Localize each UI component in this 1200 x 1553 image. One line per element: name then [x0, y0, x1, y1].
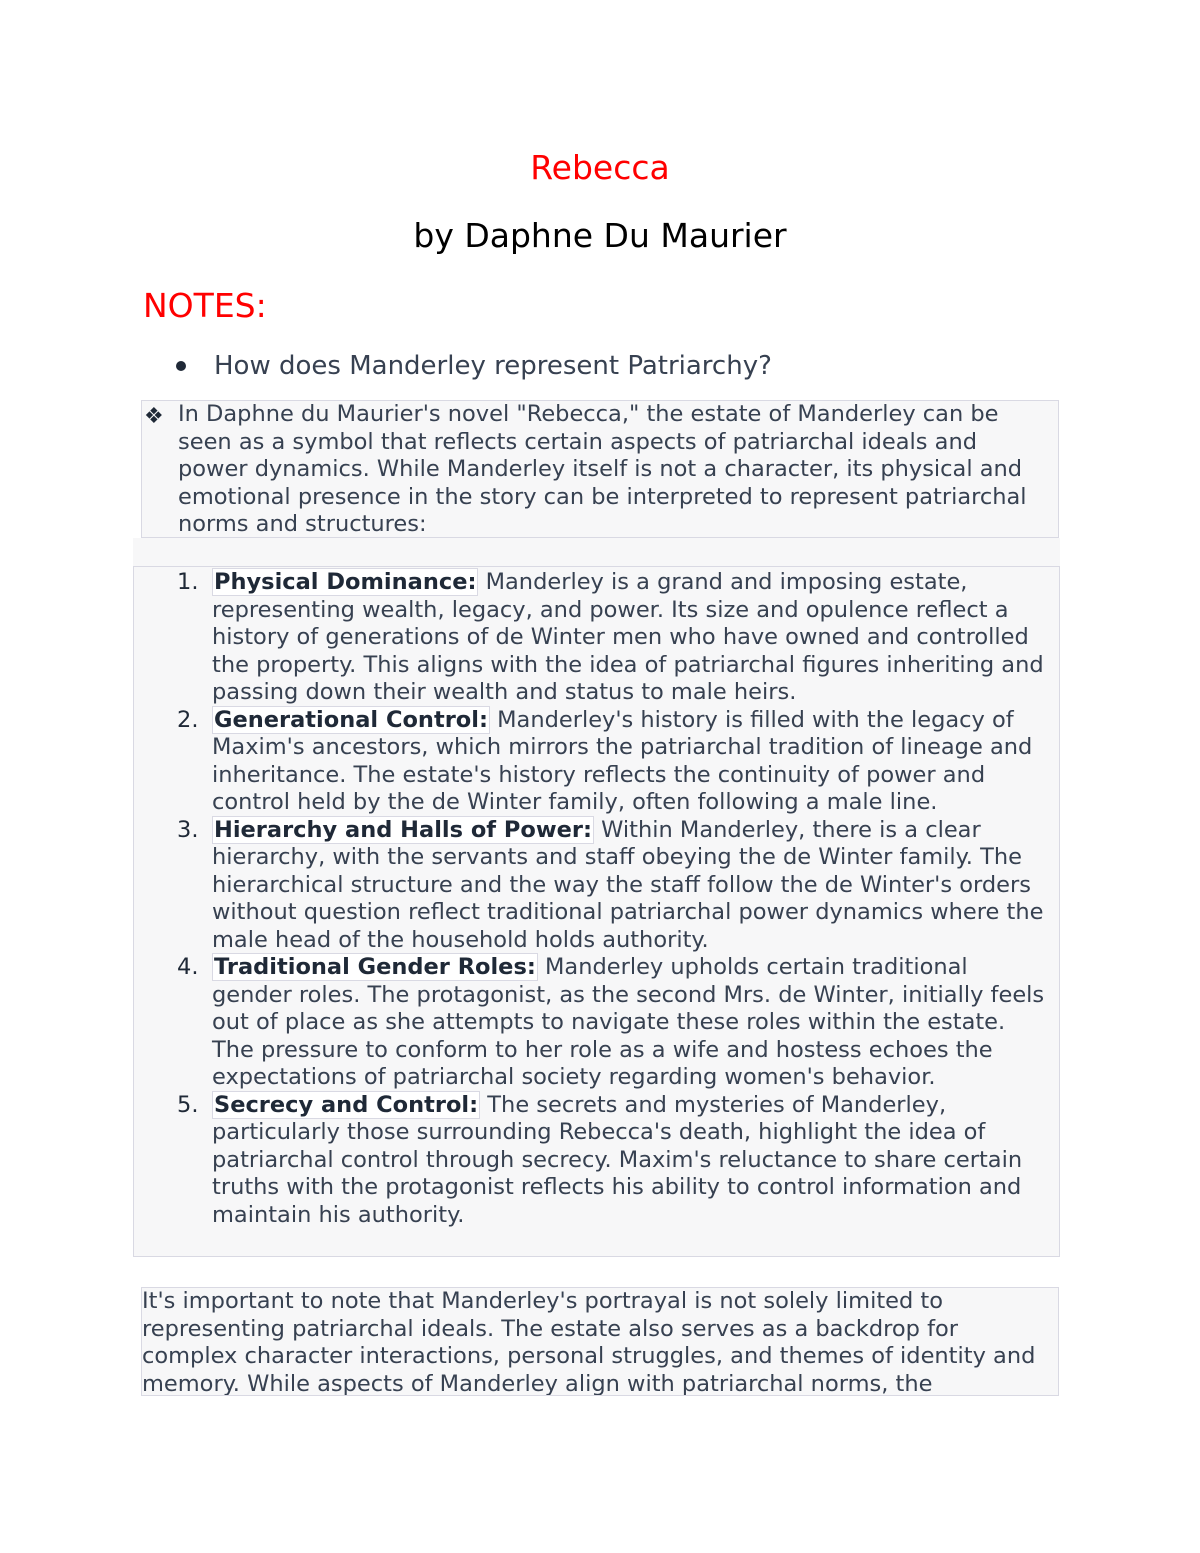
list-item-text: Manderley's history is filled with the legacy of Maxim's ancestors, which mirrors the patriarchal tradition of lineage and inheritance. The estate's history reflects the continuity of power and control held by the de Winter family, often following a male line. [212, 706, 1033, 815]
list-item-number: 5. [177, 1091, 199, 1118]
list-item-heading: Hierarchy and Halls of Power: [214, 816, 593, 843]
list-item-text: Manderley is a grand and imposing estate, representing wealth, legacy, and power. Its size and opulence reflect a history of generations of de Winter men who have owned and controlled the property. This aligns with the idea of patriarchal figures inheriting and passing down their wealth and status to male heirs. [212, 569, 1044, 705]
list-item-number: 1. [177, 569, 199, 595]
list-item [134, 707, 1061, 817]
list-item [134, 569, 1061, 707]
closing-paragraph-box [141, 1287, 1059, 1396]
points-list-box [133, 566, 1060, 1257]
list-item-text: Manderley upholds certain traditional gender roles. The protagonist, as the second Mrs. de Winter, initially feels out of place as she attempts to navigate these roles within the estate. The pressure to conform to her role as a wife and hostess echoes the expectations of patriarchal society regarding women's behavior. [212, 954, 1045, 1090]
closing-paragraph: It's important to note that Manderley's portrayal is not solely limited to representing patriarchal ideals. The estate also serves as a backdrop for complex character interactions, personal struggles, and themes of identity and memory. While aspects of Manderley align with patriarchal norms, the [142, 1288, 1036, 1396]
list-item-number: 3. [177, 816, 199, 843]
list-item [134, 1092, 1061, 1230]
list-item-heading: Traditional Gender Roles: [214, 954, 536, 980]
list-item-number: 2. [177, 706, 199, 733]
intro-paragraph: In Daphne du Maurier's novel "Rebecca," the estate of Manderley can be seen as a symbol that reflects certain aspects of patriarchal ideals and power dynamics. While Manderley itself is not a character, its physical and emotional presence in the story can be interpreted to represent patriarchal norms and structures: [178, 401, 1027, 537]
list-item-text: The secrets and mysteries of Manderley, particularly those surrounding Rebecca's death, highlight the idea of patriarchal control through secrecy. Maxim's reluctance to share certain truths with the protagonist reflects his ability to control information and maintain his authority. [212, 1091, 1023, 1228]
list-item [134, 817, 1061, 955]
notes-heading: NOTES: [143, 286, 267, 325]
spacer-block [133, 538, 1060, 566]
list-item-number: 4. [177, 954, 199, 980]
list-item-heading: Secrecy and Control: [214, 1091, 479, 1118]
list-item-text: Within Manderley, there is a clear hierarchy, with the servants and staff obeying the de Winter family. The hierarchical structure and the way the staff follow the de Winter's orders without question reflect traditional patriarchal power dynamics where the male head of the household holds authority. [212, 816, 1044, 953]
document-title: Rebecca [530, 148, 670, 187]
list-item-heading: Physical Dominance: [214, 569, 477, 595]
points-list [134, 569, 1061, 1229]
question-text: How does Manderley represent Patriarchy? [214, 351, 772, 381]
intro-paragraph-box [141, 400, 1059, 538]
list-item [134, 954, 1061, 1092]
bullet-icon [176, 361, 186, 371]
diamond-bullet-icon: ❖ [144, 404, 164, 429]
document-author: by Daphne Du Maurier [413, 216, 787, 255]
list-item-heading: Generational Control: [214, 706, 488, 733]
question-item [170, 348, 772, 384]
